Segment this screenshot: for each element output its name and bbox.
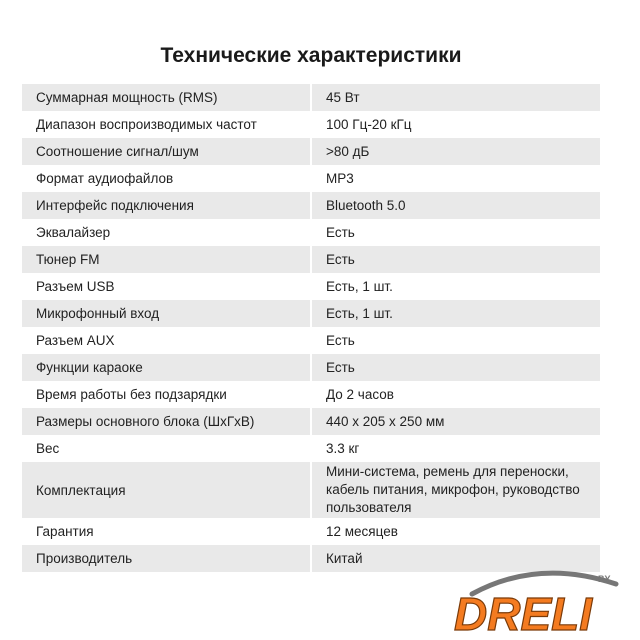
spec-value: Китай xyxy=(326,550,363,566)
dreli-logo xyxy=(448,566,634,638)
spec-row xyxy=(22,381,600,408)
spec-label: Гарантия xyxy=(36,524,94,539)
spec-label: Вес xyxy=(36,441,60,456)
spec-row xyxy=(22,246,600,273)
spec-value: 45 Вт xyxy=(326,89,360,105)
svg-text:DRELI: DRELI xyxy=(454,588,592,638)
page-title: Технические характеристики xyxy=(160,44,462,67)
spec-row xyxy=(22,192,600,219)
spec-value: Есть, 1 шт. xyxy=(326,305,393,321)
spec-row xyxy=(22,435,600,462)
spec-label: Интерфейс подключения xyxy=(22,192,312,219)
spec-row xyxy=(22,273,600,300)
spec-row xyxy=(22,518,600,545)
spec-value: Есть xyxy=(326,332,355,348)
spec-value: MP3 xyxy=(326,170,354,186)
spec-label: Тюнер FM xyxy=(22,246,312,273)
spec-value: Есть, 1 шт. xyxy=(326,278,393,294)
spec-row xyxy=(22,327,600,354)
spec-row xyxy=(22,408,600,435)
spec-label: Микрофонный вход xyxy=(22,300,312,327)
spec-row xyxy=(22,300,600,327)
spec-value: Мини-система, ремень для переноски, кабель питания, микрофон, руководство пользователя xyxy=(326,464,580,515)
spec-label: Диапазон воспроизводимых частот xyxy=(36,117,257,132)
spec-value: >80 дБ xyxy=(326,143,370,159)
spec-row xyxy=(22,84,600,111)
spec-table xyxy=(22,84,600,572)
spec-label: Эквалайзер xyxy=(36,225,111,240)
spec-row xyxy=(22,219,600,246)
spec-label: Разъем AUX xyxy=(36,333,115,348)
spec-label: Суммарная мощность (RMS) xyxy=(22,84,312,111)
spec-value: 12 месяцев xyxy=(326,523,398,539)
spec-row xyxy=(22,354,600,381)
spec-label: Время работы без подзарядки xyxy=(36,387,227,402)
spec-label: Формат аудиофайлов xyxy=(36,171,174,186)
spec-label: Производитель xyxy=(22,545,312,572)
spec-label: Разъем USB xyxy=(36,279,115,294)
spec-value: Есть xyxy=(326,359,355,375)
spec-label: Размеры основного блока (ШхГхВ) xyxy=(22,408,312,435)
spec-value: 100 Гц-20 кГц xyxy=(326,116,412,132)
spec-row xyxy=(22,111,600,138)
spec-row xyxy=(22,165,600,192)
svg-text:BY: BY xyxy=(598,574,611,584)
spec-value: 3.3 кг xyxy=(326,440,360,456)
spec-row xyxy=(22,462,600,518)
spec-value: Есть xyxy=(326,251,355,267)
spec-value: Есть xyxy=(326,224,355,240)
spec-value: До 2 часов xyxy=(326,386,394,402)
spec-label: Функции караоке xyxy=(22,354,312,381)
spec-label: Комплектация xyxy=(22,462,312,518)
spec-value: Bluetooth 5.0 xyxy=(326,197,406,213)
spec-label: Соотношение сигнал/шум xyxy=(22,138,312,165)
spec-value: 440 х 205 х 250 мм xyxy=(326,413,445,429)
spec-row xyxy=(22,138,600,165)
